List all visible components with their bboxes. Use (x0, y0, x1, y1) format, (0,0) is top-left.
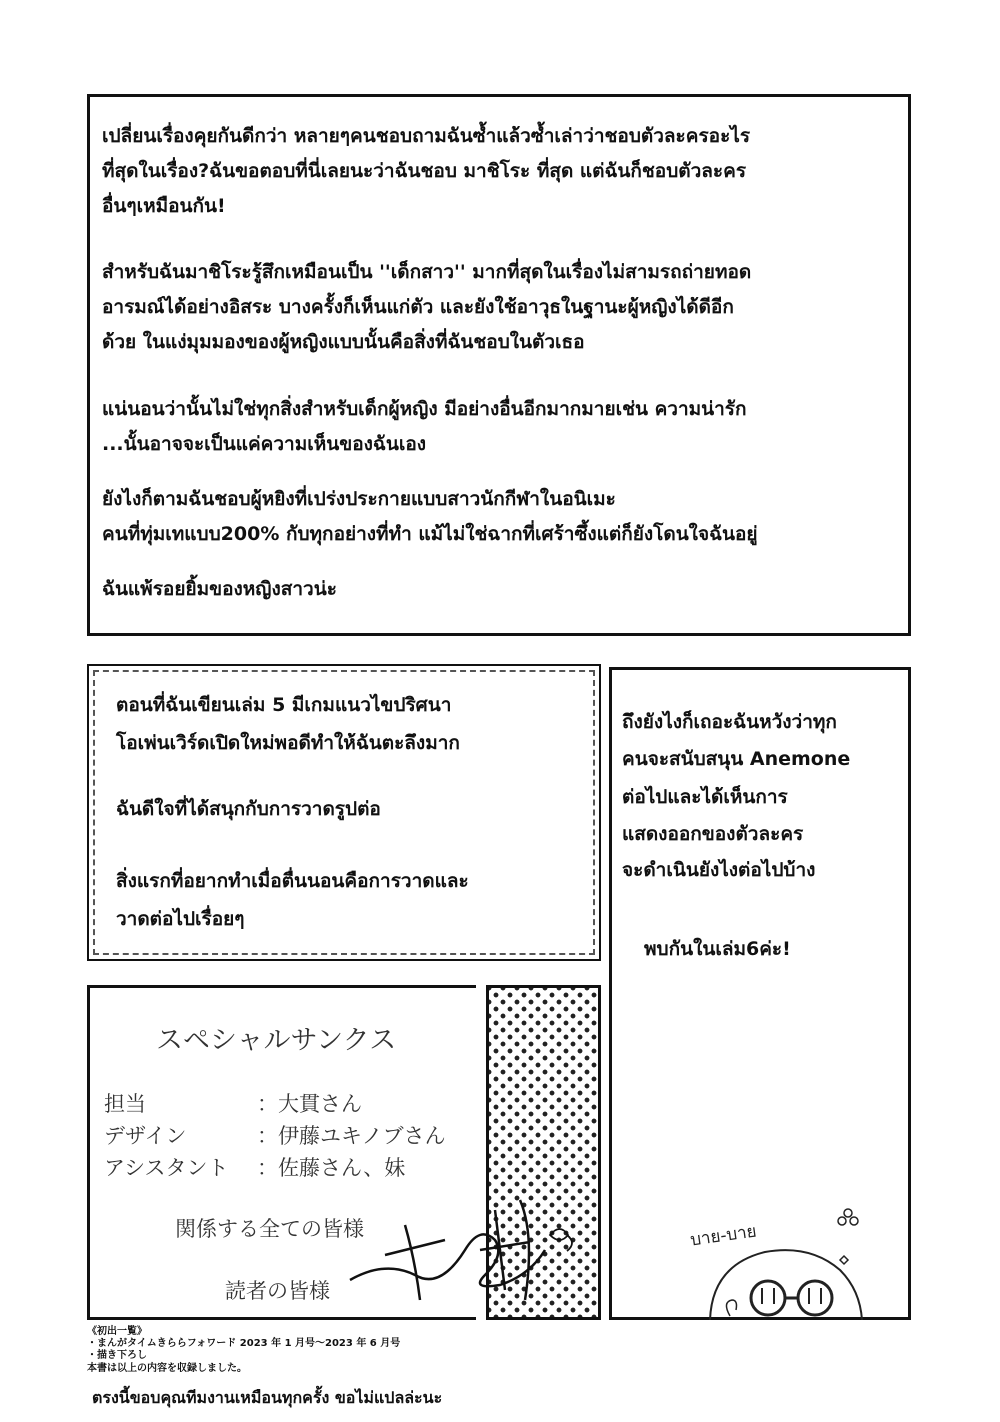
text-line: สำหรับฉันมาชิโระรู้สึกเหมือนเป็น ''เด็กสาว'' มากที่สุดในเรื่องไม่สามรถถ่ายทอด (102, 261, 752, 283)
footer-line: 本書は以上の内容を収録しました。 (87, 1363, 247, 1374)
text-line: คนจะสนับสนุน Anemone (622, 748, 851, 770)
text-line: สิ่งแรกที่อยากทำเมื่อตื่นนอนคือการวาดและ (116, 870, 469, 892)
footer-line: 《初出一覧》 (87, 1326, 147, 1337)
thanks-line: 読者の皆様 (225, 1279, 330, 1303)
middle-left-panel (87, 664, 601, 961)
credit-name: ：大貫さん (257, 1092, 362, 1116)
bye-bye-label: บาย-บาย (689, 1221, 758, 1251)
text-line: ด้วย ในแง่มุมมองของผู้หญิงแบบนั้นคือสิ่งที่ฉันชอบในตัวเธอ (102, 331, 585, 353)
text-line: ต่อไปและได้เห็นการ (622, 786, 788, 808)
text-line: ...นั้นอาจจะเป็นแค่ความเห็นของฉันเอง (102, 433, 427, 455)
text-line: เปลี่ยนเรื่องคุยกันดีกว่า หลายๆคนชอบถามฉันซ้ำแล้วซ้ำเล่าว่าชอบตัวละครอะไร (102, 125, 751, 147)
top-text-panel (87, 94, 911, 636)
text-line: อื่นๆเหมือนกัน! (102, 195, 226, 217)
credit-role: アシスタント (104, 1156, 229, 1180)
text-line: แสดงออกของตัวละคร (622, 823, 804, 845)
footer-line: ・まんがタイムきららフォワード 2023 年 1 月号〜2023 年 6 月号 (87, 1338, 401, 1349)
text-line: ตอนที่ฉันเขียนเล่ม 5 มีเกมแนวไขปริศนา (116, 694, 452, 716)
text-line: คนที่ทุ่มเทแบบ200% กับทุกอย่างที่ทำ แม้ไม่ใช่ฉากที่เศร้าซึ้งแต่ก็ยังโดนใจฉันอยู่ (102, 523, 758, 545)
text-line: ที่สุดในเรื่อง?ฉันขอตอบที่นี่เลยนะว่าฉันชอบ มาชิโระ ที่สุด แต่ฉันก็ชอบตัวละคร (102, 160, 747, 182)
thanks-line: 関係する全ての皆様 (175, 1217, 364, 1241)
text-line: แน่นอนว่านั้นไม่ใช่ทุกสิ่งสำหรับเด็กผู้หญิง มีอย่างอื่นอีกมากมายเช่น ความน่ารัก (102, 398, 747, 420)
text-line: อารมณ์ได้อย่างอิสระ บางครั้งก็เห็นแก่ตัว และยังใช้อาวุธในฐานะผู้หญิงได้ดีอีก (102, 296, 734, 318)
signature-drawing (345, 1180, 590, 1315)
closing-text: พบกันในเล่ม6ค่ะ! (644, 938, 791, 960)
text-line: โอเพ่นเวิร์ดเปิดใหม่พอดีทำให้ฉันตะลึงมาก (116, 732, 460, 754)
text-line: ฉันแพ้รอยยิ้มของหญิงสาวน่ะ (102, 578, 337, 600)
text-line: จะดำเนินยังไงต่อไปบ้าง (622, 859, 816, 881)
right-text-panel (609, 667, 911, 1320)
credit-role: 担当 (104, 1092, 146, 1116)
text-line: ยังไงก็ตามฉันชอบผู้หยิงที่เปร่งประกายแบบสาวนักกีฬาในอนิเมะ (102, 488, 616, 510)
text-line: วาดต่อไปเรื่อยๆ (116, 908, 245, 930)
credit-name: ：佐藤さん、妹 (257, 1156, 406, 1180)
credit-role: デザイン (104, 1124, 187, 1148)
translator-note: ตรงนี้ขอบคุณทีมงานเหมือนทุกครั้ง ขอไม่แปลล่ะนะ (92, 1388, 443, 1407)
credit-name: ：伊藤ユキノブさん (257, 1124, 446, 1148)
text-line: ถึงยังไงก็เถอะฉันหวังว่าทุก (622, 711, 837, 733)
footer-line: ・描き下ろし (87, 1350, 147, 1361)
flower-doodle-icon (836, 1207, 860, 1231)
glasses-blob-doodle-icon (700, 1240, 870, 1320)
text-line: ฉันดีใจที่ได้สนุกกับการวาดรูปต่อ (116, 798, 381, 820)
special-thanks-title: スペシャルサンクス (156, 1025, 397, 1056)
